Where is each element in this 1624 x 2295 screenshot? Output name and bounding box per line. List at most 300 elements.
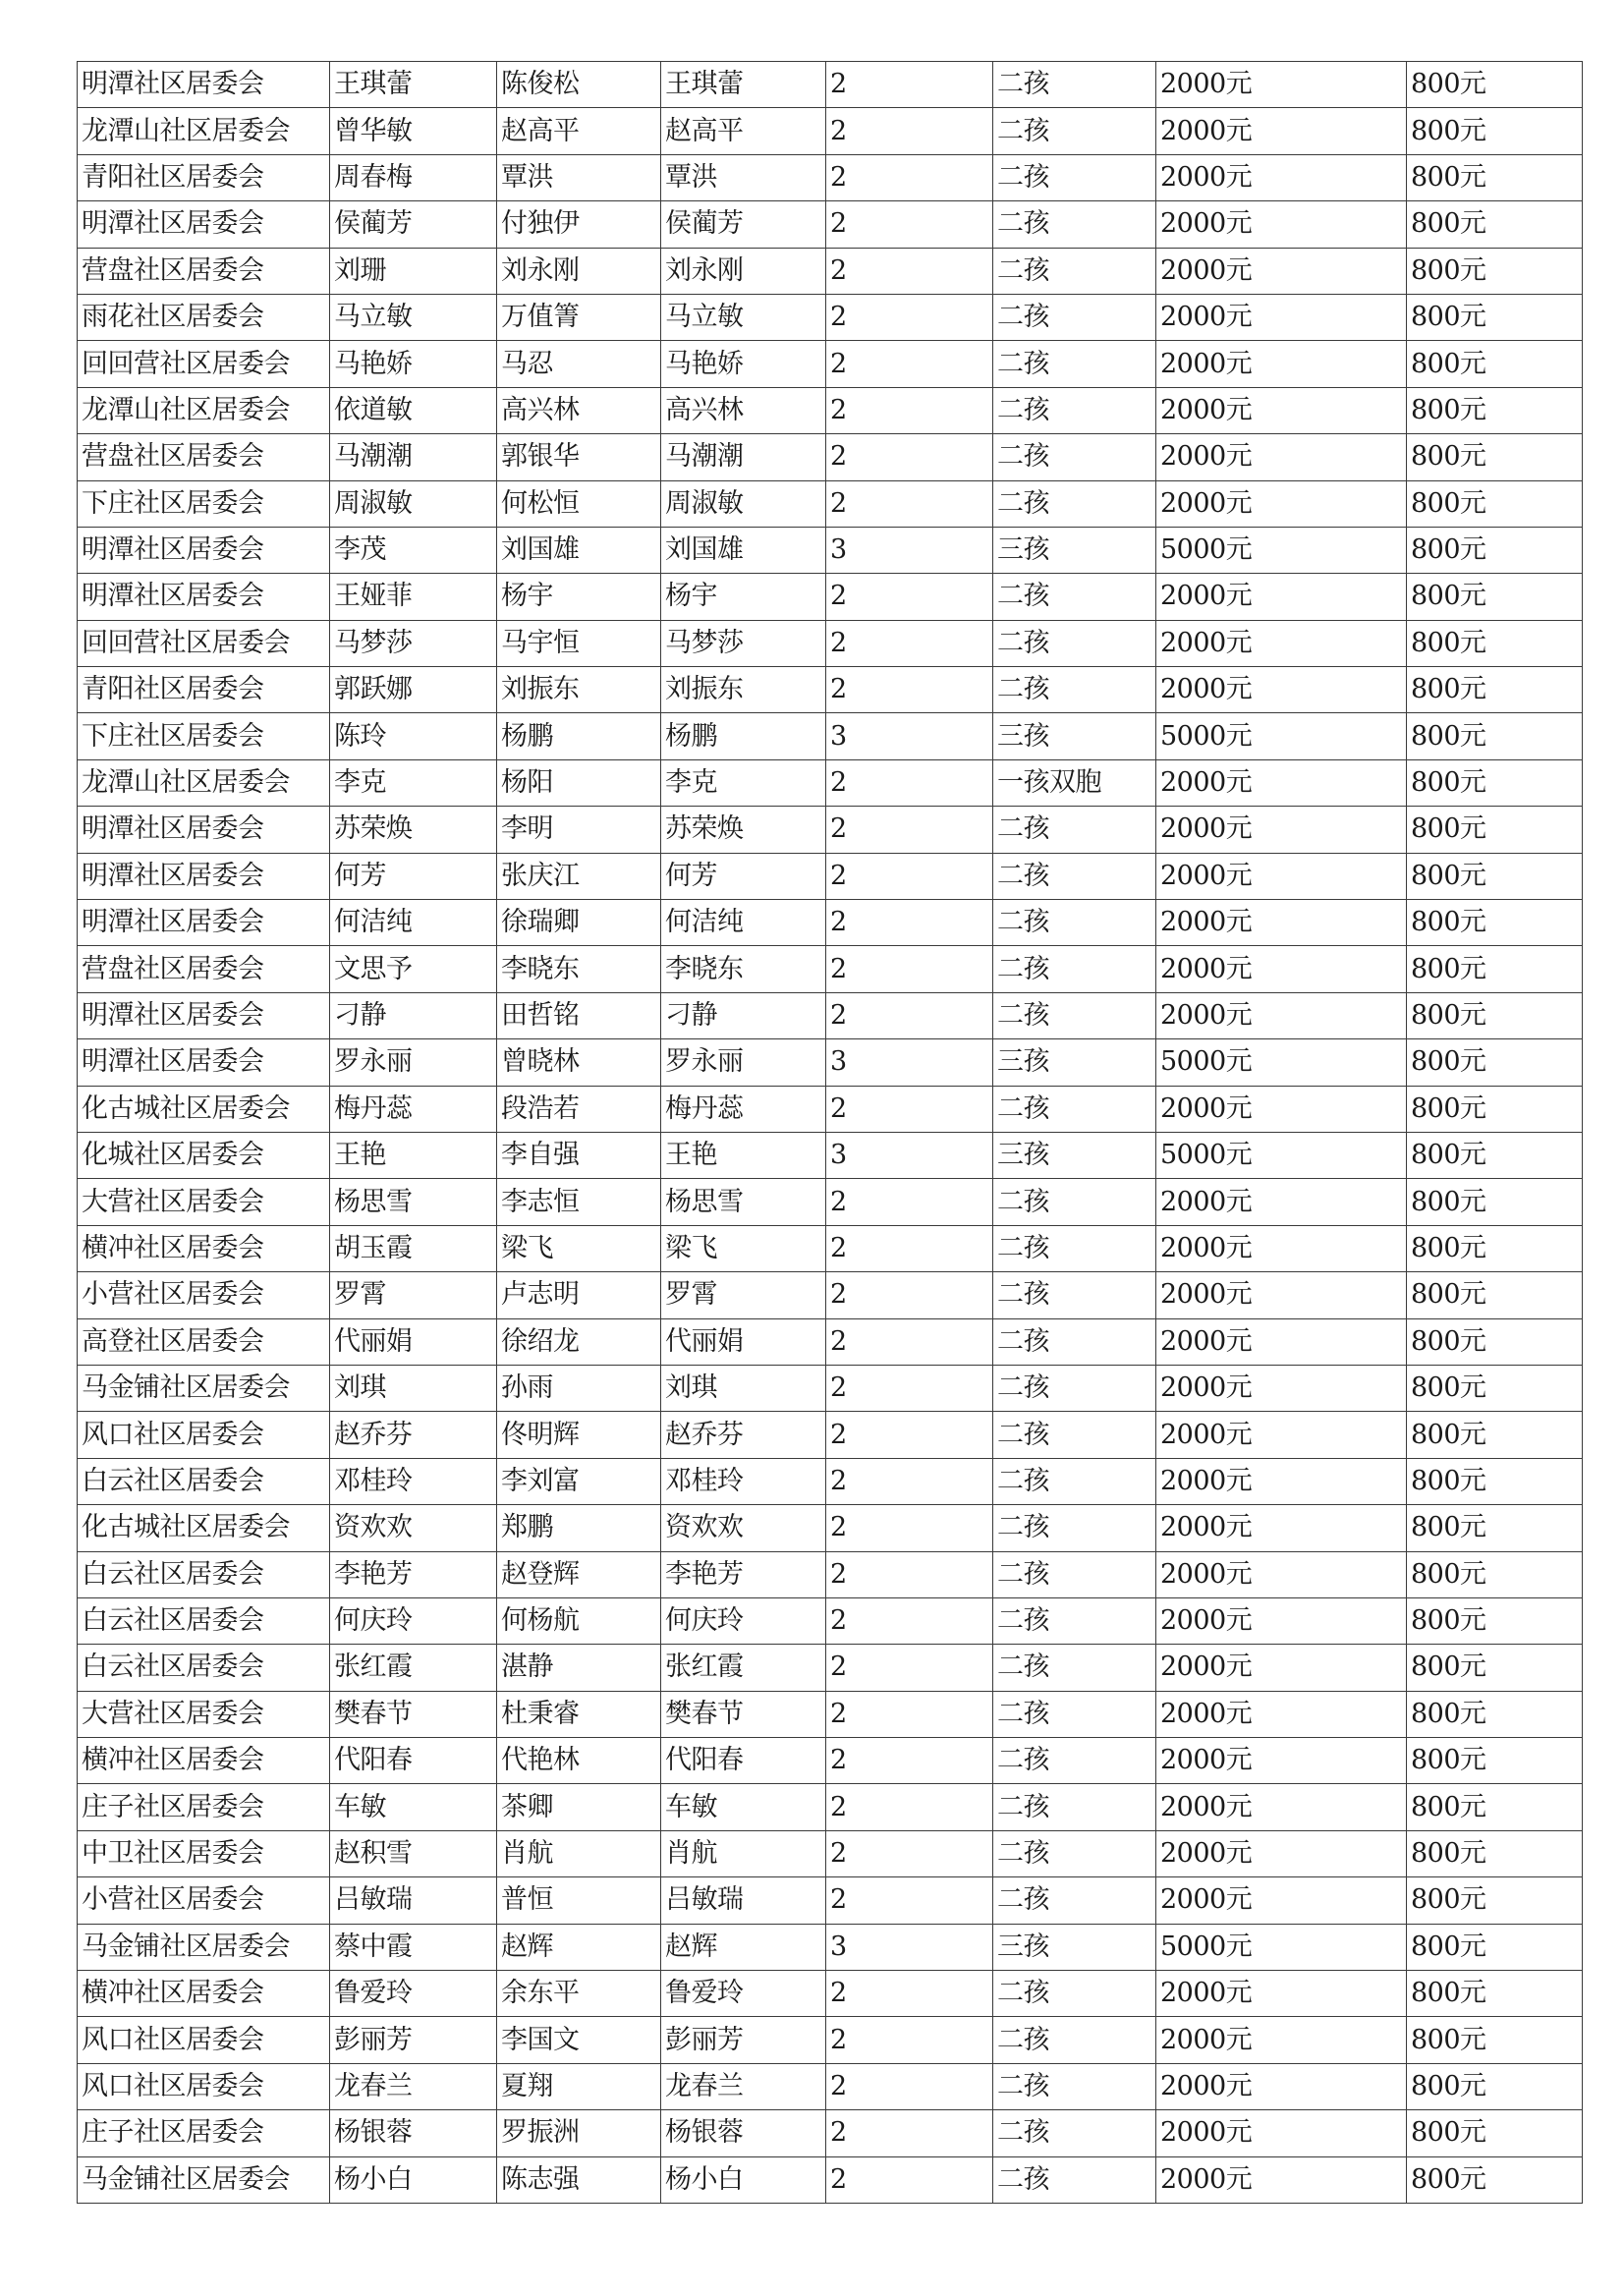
mother-name-cell: 吕敏瑞	[330, 1877, 497, 1924]
community-cell: 马金铺社区居委会	[78, 1365, 330, 1411]
community-cell: 中卫社区居委会	[78, 1830, 330, 1876]
subsidy-amount-cell: 2000元	[1156, 2063, 1407, 2109]
table-row	[78, 480, 1583, 527]
subsidy-amount-cell: 2000元	[1156, 574, 1407, 620]
applicant-name-cell: 何庆玲	[661, 1597, 826, 1644]
community-cell: 化城社区居委会	[78, 1132, 330, 1178]
father-name-cell: 万值箐	[497, 294, 661, 340]
applicant-name-cell: 王琪蕾	[661, 62, 826, 108]
community-cell: 小营社区居委会	[78, 1877, 330, 1924]
community-cell: 龙潭山社区居委会	[78, 759, 330, 806]
father-name-cell: 李自强	[497, 1132, 661, 1178]
father-name-cell: 李志恒	[497, 1179, 661, 1225]
applicant-name-cell: 李克	[661, 759, 826, 806]
father-name-cell: 罗振洲	[497, 2110, 661, 2156]
table-row	[78, 807, 1583, 853]
community-cell: 明潭社区居委会	[78, 992, 330, 1038]
father-name-cell: 杜秉睿	[497, 1691, 661, 1737]
subsidy-amount-cell: 2000元	[1156, 1086, 1407, 1132]
child-count-cell: 2	[826, 201, 993, 248]
mother-name-cell: 罗永丽	[330, 1039, 497, 1086]
mother-name-cell: 周春梅	[330, 154, 497, 200]
child-count-cell: 2	[826, 2156, 993, 2203]
subsidy-amount-cell: 2000元	[1156, 154, 1407, 200]
annual-subsidy-cell: 800元	[1407, 387, 1583, 433]
annual-subsidy-cell: 800元	[1407, 759, 1583, 806]
child-count-cell: 2	[826, 1225, 993, 1271]
annual-subsidy-cell: 800元	[1407, 1039, 1583, 1086]
community-cell: 龙潭山社区居委会	[78, 387, 330, 433]
subsidy-amount-cell: 2000元	[1156, 1225, 1407, 1271]
table-row	[78, 667, 1583, 713]
table-row	[78, 900, 1583, 946]
community-cell: 高登社区居委会	[78, 1318, 330, 1365]
applicant-name-cell: 龙春兰	[661, 2063, 826, 2109]
applicant-name-cell: 梁飞	[661, 1225, 826, 1271]
father-name-cell: 刘永刚	[497, 248, 661, 294]
birth-order-cell: 二孩	[993, 108, 1156, 154]
subsidy-amount-cell: 2000元	[1156, 1458, 1407, 1504]
table-row	[78, 1505, 1583, 1551]
applicant-name-cell: 刘琪	[661, 1365, 826, 1411]
birth-order-cell: 二孩	[993, 62, 1156, 108]
father-name-cell: 李明	[497, 807, 661, 853]
applicant-name-cell: 马艳娇	[661, 341, 826, 387]
applicant-name-cell: 刘振东	[661, 667, 826, 713]
annual-subsidy-cell: 800元	[1407, 667, 1583, 713]
subsidy-amount-cell: 2000元	[1156, 248, 1407, 294]
birth-order-cell: 二孩	[993, 1738, 1156, 1784]
birth-order-cell: 三孩	[993, 527, 1156, 573]
applicant-name-cell: 罗永丽	[661, 1039, 826, 1086]
child-count-cell: 3	[826, 713, 993, 759]
subsidy-amount-cell: 2000元	[1156, 341, 1407, 387]
table-row	[78, 248, 1583, 294]
community-cell: 横冲社区居委会	[78, 1971, 330, 2017]
community-cell: 明潭社区居委会	[78, 807, 330, 853]
birth-order-cell: 二孩	[993, 294, 1156, 340]
table-row	[78, 154, 1583, 200]
father-name-cell: 卢志明	[497, 1272, 661, 1318]
table-row	[78, 1086, 1583, 1132]
child-count-cell: 2	[826, 1505, 993, 1551]
mother-name-cell: 车敏	[330, 1784, 497, 1830]
table-row	[78, 2156, 1583, 2203]
subsidy-amount-cell: 2000元	[1156, 667, 1407, 713]
birth-order-cell: 二孩	[993, 2017, 1156, 2063]
annual-subsidy-cell: 800元	[1407, 1086, 1583, 1132]
child-count-cell: 2	[826, 992, 993, 1038]
community-cell: 小营社区居委会	[78, 1272, 330, 1318]
annual-subsidy-cell: 800元	[1407, 248, 1583, 294]
mother-name-cell: 郭跃娜	[330, 667, 497, 713]
annual-subsidy-cell: 800元	[1407, 1738, 1583, 1784]
subsidy-amount-cell: 2000元	[1156, 1365, 1407, 1411]
father-name-cell: 郭银华	[497, 434, 661, 480]
annual-subsidy-cell: 800元	[1407, 1272, 1583, 1318]
table-row	[78, 1039, 1583, 1086]
mother-name-cell: 赵积雪	[330, 1830, 497, 1876]
father-name-cell: 杨鹏	[497, 713, 661, 759]
annual-subsidy-cell: 800元	[1407, 1877, 1583, 1924]
applicant-name-cell: 代阳春	[661, 1738, 826, 1784]
subsidy-amount-cell: 2000元	[1156, 1551, 1407, 1597]
child-count-cell: 2	[826, 1458, 993, 1504]
child-count-cell: 2	[826, 1365, 993, 1411]
child-count-cell: 2	[826, 1784, 993, 1830]
community-cell: 明潭社区居委会	[78, 201, 330, 248]
child-count-cell: 2	[826, 574, 993, 620]
subsidy-amount-cell: 2000元	[1156, 1877, 1407, 1924]
annual-subsidy-cell: 800元	[1407, 946, 1583, 992]
subsidy-amount-cell: 5000元	[1156, 1132, 1407, 1178]
table-row	[78, 387, 1583, 433]
table-row	[78, 527, 1583, 573]
mother-name-cell: 马梦莎	[330, 620, 497, 666]
birth-order-cell: 二孩	[993, 1784, 1156, 1830]
father-name-cell: 茶卿	[497, 1784, 661, 1830]
community-cell: 回回营社区居委会	[78, 341, 330, 387]
subsidy-amount-cell: 2000元	[1156, 620, 1407, 666]
community-cell: 龙潭山社区居委会	[78, 108, 330, 154]
table-row	[78, 1924, 1583, 1970]
applicant-name-cell: 资欢欢	[661, 1505, 826, 1551]
community-cell: 马金铺社区居委会	[78, 2156, 330, 2203]
child-count-cell: 2	[826, 1877, 993, 1924]
table-row	[78, 853, 1583, 899]
father-name-cell: 佟明辉	[497, 1412, 661, 1458]
table-row	[78, 62, 1583, 108]
father-name-cell: 高兴林	[497, 387, 661, 433]
subsidy-amount-cell: 2000元	[1156, 900, 1407, 946]
mother-name-cell: 何洁纯	[330, 900, 497, 946]
community-cell: 青阳社区居委会	[78, 667, 330, 713]
birth-order-cell: 二孩	[993, 574, 1156, 620]
annual-subsidy-cell: 800元	[1407, 1597, 1583, 1644]
subsidy-amount-cell: 2000元	[1156, 1784, 1407, 1830]
community-cell: 白云社区居委会	[78, 1551, 330, 1597]
annual-subsidy-cell: 800元	[1407, 1179, 1583, 1225]
father-name-cell: 刘国雄	[497, 527, 661, 573]
child-count-cell: 2	[826, 807, 993, 853]
annual-subsidy-cell: 800元	[1407, 62, 1583, 108]
table-row	[78, 1179, 1583, 1225]
applicant-name-cell: 何芳	[661, 853, 826, 899]
subsidy-amount-cell: 2000元	[1156, 1597, 1407, 1644]
table-row	[78, 2063, 1583, 2109]
applicant-name-cell: 马梦莎	[661, 620, 826, 666]
birth-order-cell: 三孩	[993, 713, 1156, 759]
child-count-cell: 2	[826, 480, 993, 527]
birth-order-cell: 二孩	[993, 900, 1156, 946]
subsidy-amount-cell: 2000元	[1156, 1645, 1407, 1691]
applicant-name-cell: 吕敏瑞	[661, 1877, 826, 1924]
birth-order-cell: 三孩	[993, 1039, 1156, 1086]
mother-name-cell: 鲁爱玲	[330, 1971, 497, 2017]
subsidy-amount-cell: 2000元	[1156, 480, 1407, 527]
child-count-cell: 2	[826, 1645, 993, 1691]
child-count-cell: 3	[826, 527, 993, 573]
subsidy-amount-cell: 2000元	[1156, 1830, 1407, 1876]
mother-name-cell: 罗霄	[330, 1272, 497, 1318]
applicant-name-cell: 代丽娟	[661, 1318, 826, 1365]
child-count-cell: 2	[826, 2063, 993, 2109]
birth-order-cell: 二孩	[993, 853, 1156, 899]
birth-order-cell: 二孩	[993, 1830, 1156, 1876]
subsidy-amount-cell: 2000元	[1156, 108, 1407, 154]
child-count-cell: 3	[826, 1924, 993, 1970]
table-row	[78, 1597, 1583, 1644]
mother-name-cell: 赵乔芬	[330, 1412, 497, 1458]
child-count-cell: 2	[826, 1551, 993, 1597]
applicant-name-cell: 高兴林	[661, 387, 826, 433]
child-count-cell: 2	[826, 108, 993, 154]
father-name-cell: 李国文	[497, 2017, 661, 2063]
mother-name-cell: 杨小白	[330, 2156, 497, 2203]
community-cell: 庄子社区居委会	[78, 2110, 330, 2156]
community-cell: 明潭社区居委会	[78, 527, 330, 573]
child-count-cell: 3	[826, 1039, 993, 1086]
father-name-cell: 夏翔	[497, 2063, 661, 2109]
birth-order-cell: 二孩	[993, 1597, 1156, 1644]
annual-subsidy-cell: 800元	[1407, 154, 1583, 200]
birth-order-cell: 三孩	[993, 1924, 1156, 1970]
child-count-cell: 2	[826, 1830, 993, 1876]
annual-subsidy-cell: 800元	[1407, 2110, 1583, 2156]
community-cell: 风口社区居委会	[78, 1412, 330, 1458]
mother-name-cell: 依道敏	[330, 387, 497, 433]
table-row	[78, 1645, 1583, 1691]
child-count-cell: 2	[826, 2017, 993, 2063]
child-count-cell: 2	[826, 667, 993, 713]
subsidy-amount-cell: 2000元	[1156, 807, 1407, 853]
annual-subsidy-cell: 800元	[1407, 1691, 1583, 1737]
table-body	[78, 62, 1583, 2204]
father-name-cell: 马忍	[497, 341, 661, 387]
child-count-cell: 2	[826, 759, 993, 806]
mother-name-cell: 马立敏	[330, 294, 497, 340]
mother-name-cell: 张红霞	[330, 1645, 497, 1691]
annual-subsidy-cell: 800元	[1407, 992, 1583, 1038]
subsidy-amount-cell: 2000元	[1156, 2017, 1407, 2063]
mother-name-cell: 苏荣焕	[330, 807, 497, 853]
birth-order-cell: 二孩	[993, 2156, 1156, 2203]
mother-name-cell: 杨思雪	[330, 1179, 497, 1225]
table-row	[78, 1551, 1583, 1597]
child-count-cell: 2	[826, 946, 993, 992]
table-row	[78, 574, 1583, 620]
subsidy-amount-cell: 2000元	[1156, 1738, 1407, 1784]
mother-name-cell: 何庆玲	[330, 1597, 497, 1644]
applicant-name-cell: 刘永刚	[661, 248, 826, 294]
annual-subsidy-cell: 800元	[1407, 480, 1583, 527]
applicant-name-cell: 覃洪	[661, 154, 826, 200]
applicant-name-cell: 马立敏	[661, 294, 826, 340]
annual-subsidy-cell: 800元	[1407, 574, 1583, 620]
birth-order-cell: 二孩	[993, 1551, 1156, 1597]
annual-subsidy-cell: 800元	[1407, 807, 1583, 853]
birth-order-cell: 二孩	[993, 434, 1156, 480]
applicant-name-cell: 刁静	[661, 992, 826, 1038]
annual-subsidy-cell: 800元	[1407, 1645, 1583, 1691]
birth-order-cell: 二孩	[993, 248, 1156, 294]
child-count-cell: 2	[826, 1086, 993, 1132]
birth-order-cell: 二孩	[993, 1272, 1156, 1318]
birth-order-cell: 二孩	[993, 1691, 1156, 1737]
community-cell: 白云社区居委会	[78, 1597, 330, 1644]
mother-name-cell: 陈玲	[330, 713, 497, 759]
table-row	[78, 620, 1583, 666]
applicant-name-cell: 周淑敏	[661, 480, 826, 527]
scanned-document-page	[77, 61, 1582, 2204]
subsidy-amount-cell: 2000元	[1156, 62, 1407, 108]
mother-name-cell: 龙春兰	[330, 2063, 497, 2109]
table-row	[78, 294, 1583, 340]
father-name-cell: 何松恒	[497, 480, 661, 527]
father-name-cell: 李刘富	[497, 1458, 661, 1504]
mother-name-cell: 马艳娇	[330, 341, 497, 387]
birth-order-cell: 二孩	[993, 1645, 1156, 1691]
father-name-cell: 徐瑞卿	[497, 900, 661, 946]
table-row	[78, 992, 1583, 1038]
annual-subsidy-cell: 800元	[1407, 1784, 1583, 1830]
mother-name-cell: 资欢欢	[330, 1505, 497, 1551]
annual-subsidy-cell: 800元	[1407, 1225, 1583, 1271]
table-row	[78, 1830, 1583, 1876]
birth-order-cell: 二孩	[993, 1318, 1156, 1365]
subsidy-amount-cell: 2000元	[1156, 201, 1407, 248]
birth-order-cell: 二孩	[993, 341, 1156, 387]
community-cell: 大营社区居委会	[78, 1179, 330, 1225]
subsidy-amount-cell: 2000元	[1156, 1971, 1407, 2017]
annual-subsidy-cell: 800元	[1407, 527, 1583, 573]
father-name-cell: 赵辉	[497, 1924, 661, 1970]
applicant-name-cell: 侯蔺芳	[661, 201, 826, 248]
table-row	[78, 2110, 1583, 2156]
applicant-name-cell: 李晓东	[661, 946, 826, 992]
table-row	[78, 434, 1583, 480]
child-count-cell: 2	[826, 294, 993, 340]
applicant-name-cell: 王艳	[661, 1132, 826, 1178]
table-row	[78, 713, 1583, 759]
table-row	[78, 2017, 1583, 2063]
subsidy-amount-cell: 2000元	[1156, 294, 1407, 340]
child-count-cell: 2	[826, 1179, 993, 1225]
table-row	[78, 201, 1583, 248]
applicant-name-cell: 杨鹏	[661, 713, 826, 759]
subsidy-amount-cell: 2000元	[1156, 2156, 1407, 2203]
father-name-cell: 普恒	[497, 1877, 661, 1924]
child-count-cell: 2	[826, 620, 993, 666]
community-cell: 明潭社区居委会	[78, 62, 330, 108]
birth-order-cell: 二孩	[993, 1505, 1156, 1551]
annual-subsidy-cell: 800元	[1407, 1365, 1583, 1411]
mother-name-cell: 刁静	[330, 992, 497, 1038]
birth-order-cell: 二孩	[993, 992, 1156, 1038]
subsidy-amount-cell: 5000元	[1156, 713, 1407, 759]
birth-order-cell: 二孩	[993, 1458, 1156, 1504]
applicant-name-cell: 车敏	[661, 1784, 826, 1830]
child-count-cell: 2	[826, 434, 993, 480]
birth-order-cell: 二孩	[993, 946, 1156, 992]
table-row	[78, 1365, 1583, 1411]
father-name-cell: 李晓东	[497, 946, 661, 992]
annual-subsidy-cell: 800元	[1407, 1412, 1583, 1458]
birth-order-cell: 二孩	[993, 2063, 1156, 2109]
annual-subsidy-cell: 800元	[1407, 1924, 1583, 1970]
applicant-name-cell: 樊春节	[661, 1691, 826, 1737]
birth-order-cell: 二孩	[993, 1225, 1156, 1271]
applicant-name-cell: 李艳芳	[661, 1551, 826, 1597]
mother-name-cell: 代丽娟	[330, 1318, 497, 1365]
mother-name-cell: 樊春节	[330, 1691, 497, 1737]
annual-subsidy-cell: 800元	[1407, 341, 1583, 387]
mother-name-cell: 王艳	[330, 1132, 497, 1178]
table-row	[78, 1877, 1583, 1924]
father-name-cell: 代艳林	[497, 1738, 661, 1784]
applicant-name-cell: 赵辉	[661, 1924, 826, 1970]
applicant-name-cell: 罗霄	[661, 1272, 826, 1318]
applicant-name-cell: 何洁纯	[661, 900, 826, 946]
community-cell: 营盘社区居委会	[78, 248, 330, 294]
child-count-cell: 2	[826, 1272, 993, 1318]
annual-subsidy-cell: 800元	[1407, 2156, 1583, 2203]
subsidy-amount-cell: 2000元	[1156, 759, 1407, 806]
applicant-name-cell: 张红霞	[661, 1645, 826, 1691]
father-name-cell: 孙雨	[497, 1365, 661, 1411]
mother-name-cell: 李茂	[330, 527, 497, 573]
subsidy-amount-cell: 2000元	[1156, 1412, 1407, 1458]
birth-order-cell: 二孩	[993, 620, 1156, 666]
annual-subsidy-cell: 800元	[1407, 2017, 1583, 2063]
birth-order-cell: 二孩	[993, 201, 1156, 248]
table-row	[78, 1738, 1583, 1784]
applicant-name-cell: 邓桂玲	[661, 1458, 826, 1504]
table-row	[78, 1458, 1583, 1504]
child-count-cell: 2	[826, 1412, 993, 1458]
table-row	[78, 1225, 1583, 1271]
birth-order-cell: 二孩	[993, 154, 1156, 200]
community-cell: 横冲社区居委会	[78, 1738, 330, 1784]
father-name-cell: 刘振东	[497, 667, 661, 713]
applicant-name-cell: 彭丽芳	[661, 2017, 826, 2063]
table-row	[78, 946, 1583, 992]
mother-name-cell: 马潮潮	[330, 434, 497, 480]
birth-order-cell: 二孩	[993, 1412, 1156, 1458]
community-cell: 庄子社区居委会	[78, 1784, 330, 1830]
table-row	[78, 108, 1583, 154]
father-name-cell: 余东平	[497, 1971, 661, 2017]
mother-name-cell: 周淑敏	[330, 480, 497, 527]
child-count-cell: 2	[826, 248, 993, 294]
applicant-name-cell: 刘国雄	[661, 527, 826, 573]
father-name-cell: 曾晓林	[497, 1039, 661, 1086]
applicant-name-cell: 杨思雪	[661, 1179, 826, 1225]
community-cell: 明潭社区居委会	[78, 574, 330, 620]
community-cell: 营盘社区居委会	[78, 946, 330, 992]
subsidy-amount-cell: 2000元	[1156, 853, 1407, 899]
annual-subsidy-cell: 800元	[1407, 1551, 1583, 1597]
child-count-cell: 2	[826, 341, 993, 387]
community-cell: 明潭社区居委会	[78, 1039, 330, 1086]
father-name-cell: 徐绍龙	[497, 1318, 661, 1365]
annual-subsidy-cell: 800元	[1407, 713, 1583, 759]
table-row	[78, 1971, 1583, 2017]
father-name-cell: 覃洪	[497, 154, 661, 200]
birth-order-cell: 二孩	[993, 667, 1156, 713]
mother-name-cell: 邓桂玲	[330, 1458, 497, 1504]
applicant-name-cell: 赵高平	[661, 108, 826, 154]
